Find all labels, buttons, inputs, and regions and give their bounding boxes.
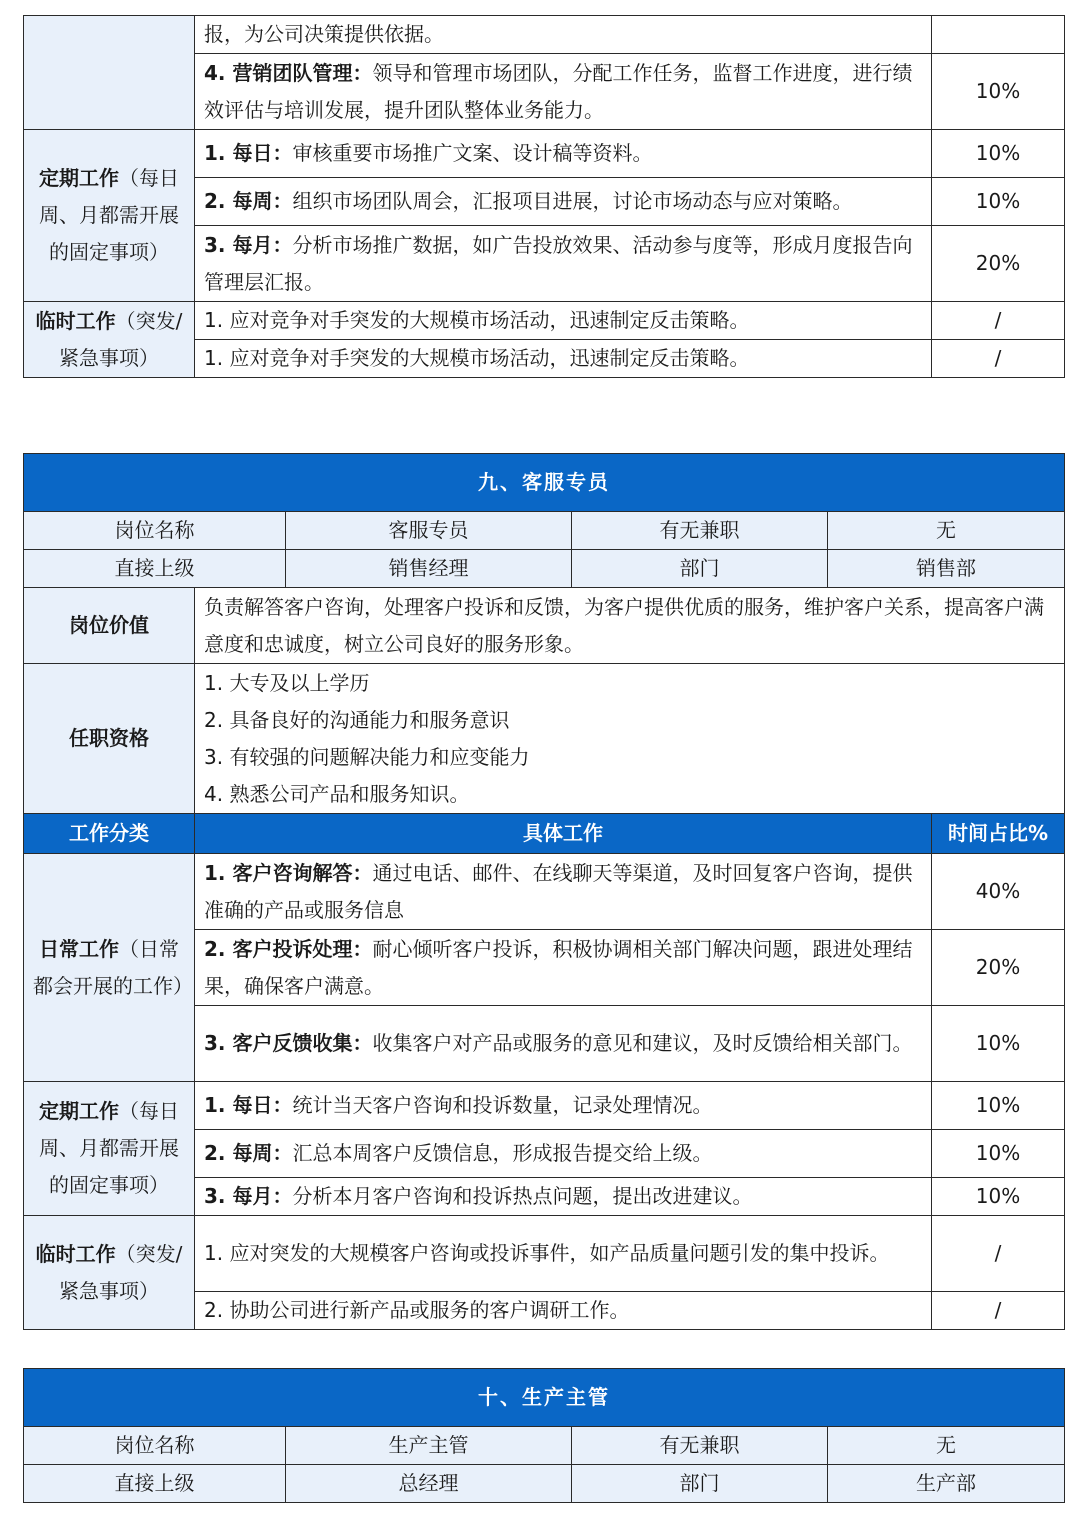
work-text: 1. 每日：审核重要市场推广文案、设计稿等资料。 [195,130,932,178]
info-label: 有无兼职 [572,512,828,550]
info-label: 有无兼职 [572,1427,828,1465]
work-text: 3. 每月：分析本月客户咨询和投诉热点问题，提出改进建议。 [195,1178,932,1216]
qualification-list [195,664,1065,814]
work-text: 2. 每周：组织市场团队周会，汇报项目进展，讨论市场动态与应对策略。 [195,178,932,226]
info-row [24,1465,1065,1503]
header-ratio: 时间占比% [932,814,1065,854]
qualification-row [24,664,1065,814]
category-temporary: 临时工作（突发/紧急事项） [24,1216,195,1330]
ratio-cell: 10% [932,1130,1065,1178]
info-value: 生产部 [828,1465,1065,1503]
work-text: 2. 每周：汇总本周客户反馈信息，形成报告提交给上级。 [195,1130,932,1178]
list-item: 2. 具备良好的沟通能力和服务意识 [204,707,510,732]
info-value: 总经理 [286,1465,572,1503]
info-value: 无 [828,512,1065,550]
work-text: 3. 每月：分析市场推广数据，如广告投放效果、活动参与度等，形成月度报告向管理层汇报。 [195,226,932,302]
ratio-cell: 20% [932,930,1065,1006]
header-work: 具体工作 [195,814,932,854]
marketing-duties-table [23,15,1065,378]
ratio-cell: / [932,302,1065,340]
work-text: 1. 应对竞争对手突发的大规模市场活动，迅速制定反击策略。 [195,340,932,378]
customer-service-table [23,453,1065,1330]
list-item: 1. 大专及以上学历 [204,670,370,695]
ratio-cell: 10% [932,54,1065,130]
ratio-cell: / [932,1292,1065,1330]
section-title: 十、生产主管 [24,1369,1065,1427]
work-text: 2. 协助公司进行新产品或服务的客户调研工作。 [195,1292,932,1330]
ratio-cell [932,16,1065,54]
category-periodic: 定期工作（每日周、月都需开展的固定事项） [24,130,195,302]
list-item: 4. 熟悉公司产品和服务知识。 [204,781,470,806]
value-row [24,588,1065,664]
production-supervisor-table [23,1368,1065,1503]
ratio-cell: 10% [932,1082,1065,1130]
work-text: 4. 营销团队管理：领导和管理市场团队，分配工作任务，监督工作进度，进行绩效评估与培训发展，提升团队整体业务能力。 [195,54,932,130]
header-category: 工作分类 [24,814,195,854]
info-label: 岗位名称 [24,1427,286,1465]
work-text: 1. 应对突发的大规模客户咨询或投诉事件，如产品质量问题引发的集中投诉。 [195,1216,932,1292]
info-label: 直接上级 [24,1465,286,1503]
info-row [24,1427,1065,1465]
ratio-cell: 10% [932,1006,1065,1082]
duties-header-row [24,814,1065,854]
category-cell-empty [24,16,195,130]
section-title: 九、客服专员 [24,454,1065,512]
work-text: 报，为公司决策提供依据。 [195,16,932,54]
info-row [24,550,1065,588]
section-banner-row [24,454,1065,512]
info-value: 生产主管 [286,1427,572,1465]
info-label: 直接上级 [24,550,286,588]
ratio-cell: / [932,1216,1065,1292]
table-row [24,16,1065,54]
ratio-cell: 10% [932,178,1065,226]
table-row [24,302,1065,340]
work-text: 3. 客户反馈收集：收集客户对产品或服务的意见和建议，及时反馈给相关部门。 [195,1006,932,1082]
ratio-cell: 10% [932,130,1065,178]
category-temporary: 临时工作（突发/紧急事项） [24,302,195,378]
list-item: 3. 有较强的问题解决能力和应变能力 [204,744,530,769]
info-value: 销售部 [828,550,1065,588]
work-text: 1. 每日：统计当天客户咨询和投诉数量，记录处理情况。 [195,1082,932,1130]
ratio-cell: 10% [932,1178,1065,1216]
value-text: 负责解答客户咨询，处理客户投诉和反馈，为客户提供优质的服务，维护客户关系，提高客户满意度和忠诚度，树立公司良好的服务形象。 [195,588,1065,664]
ratio-cell: 40% [932,854,1065,930]
category-periodic: 定期工作（每日周、月都需开展的固定事项） [24,1082,195,1216]
value-label: 岗位价值 [24,588,195,664]
work-text: 1. 客户咨询解答：通过电话、邮件、在线聊天等渠道，及时回复客户咨询，提供准确的产品或服务信息 [195,854,932,930]
table-row [24,854,1065,930]
category-daily: 日常工作（日常都会开展的工作） [24,854,195,1082]
qualification-label: 任职资格 [24,664,195,814]
info-value: 无 [828,1427,1065,1465]
info-row [24,512,1065,550]
info-label: 部门 [572,550,828,588]
ratio-cell: / [932,340,1065,378]
table-row [24,1082,1065,1130]
info-value: 客服专员 [286,512,572,550]
info-value: 销售经理 [286,550,572,588]
table-row [24,1216,1065,1292]
info-label: 岗位名称 [24,512,286,550]
work-text: 2. 客户投诉处理：耐心倾听客户投诉，积极协调相关部门解决问题，跟进处理结果，确保客户满意。 [195,930,932,1006]
ratio-cell: 20% [932,226,1065,302]
table-row [24,130,1065,178]
section-banner-row [24,1369,1065,1427]
work-text: 1. 应对竞争对手突发的大规模市场活动，迅速制定反击策略。 [195,302,932,340]
info-label: 部门 [572,1465,828,1503]
